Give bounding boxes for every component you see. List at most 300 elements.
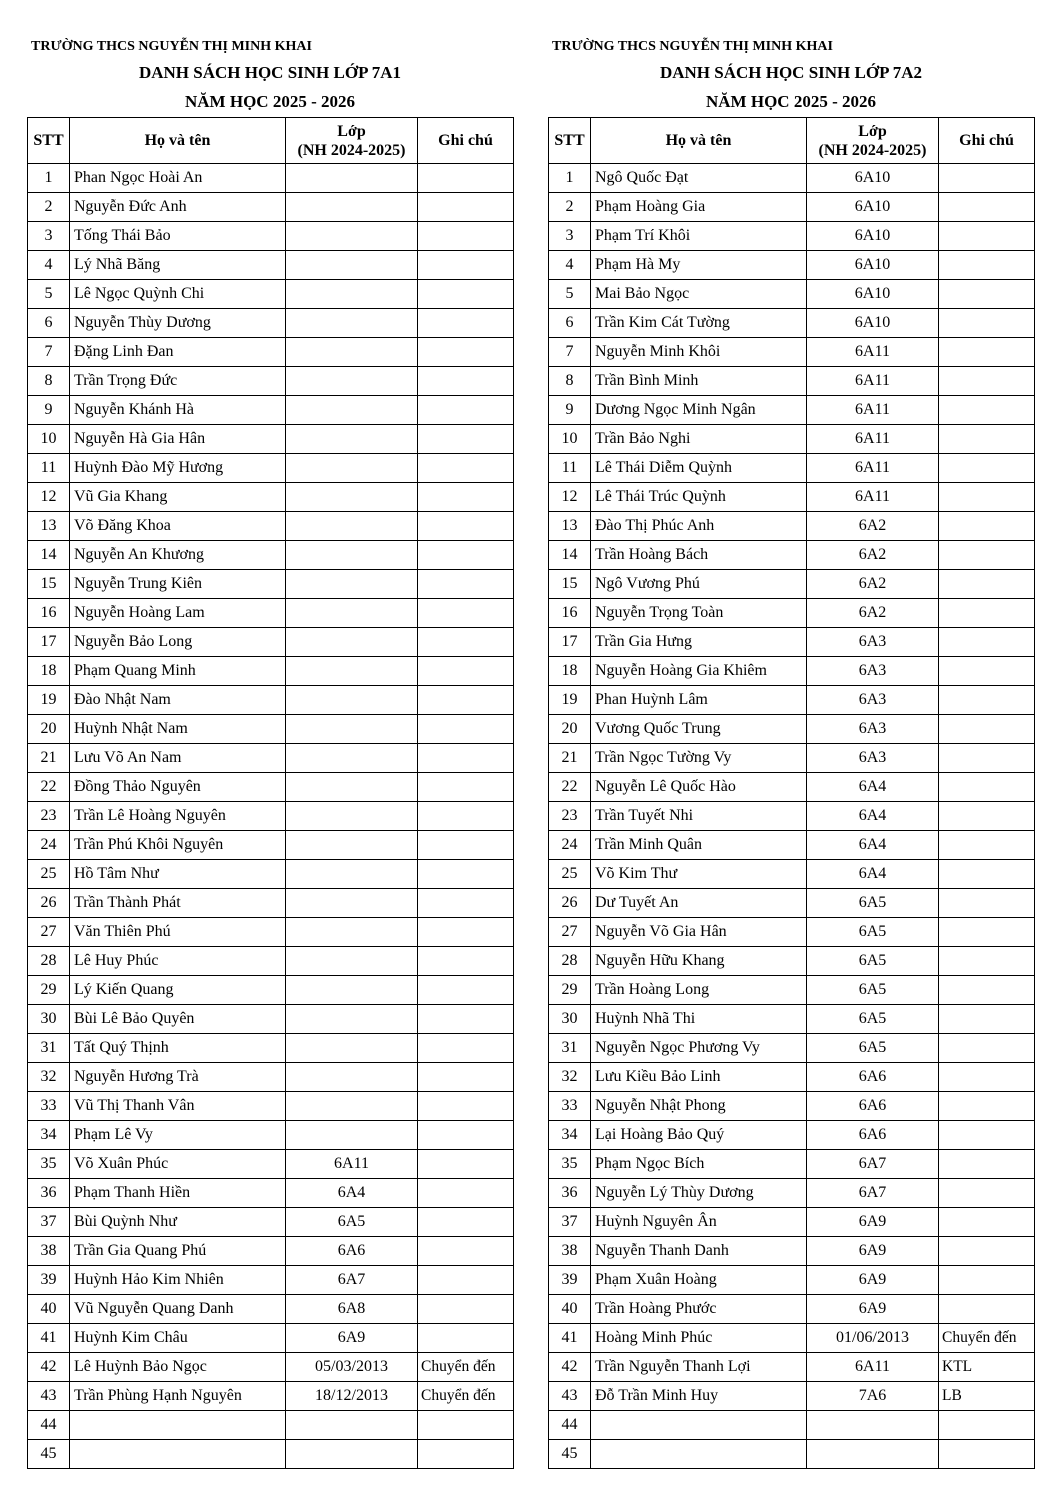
student-name: Võ Đăng Khoa (70, 512, 286, 541)
student-name: Tất Quý Thịnh (70, 1034, 286, 1063)
student-name: Trần Hoàng Long (591, 976, 807, 1005)
previous-class: 6A7 (807, 1150, 939, 1179)
student-name: Đào Thị Phúc Anh (591, 512, 807, 541)
student-name: Võ Xuân Phúc (70, 1150, 286, 1179)
row-stt: 17 (28, 628, 70, 657)
student-name: Huỳnh Nguyên Ân (591, 1208, 807, 1237)
previous-class: 7A6 (807, 1382, 939, 1411)
student-name: Đỗ Trần Minh Huy (591, 1382, 807, 1411)
note (418, 1179, 514, 1208)
row-stt: 9 (549, 396, 591, 425)
previous-class (286, 657, 418, 686)
note (939, 1121, 1035, 1150)
student-name: Nguyễn Minh Khôi (591, 338, 807, 367)
student-name: Ngô Quốc Đạt (591, 164, 807, 193)
note (939, 715, 1035, 744)
previous-class: 6A11 (807, 454, 939, 483)
previous-class: 6A6 (807, 1092, 939, 1121)
table-row (549, 1324, 1035, 1353)
previous-class: 6A4 (807, 860, 939, 889)
header-name: Họ và tên (591, 118, 807, 164)
note (939, 193, 1035, 222)
previous-class (286, 425, 418, 454)
student-name: Nguyễn Thanh Danh (591, 1237, 807, 1266)
student-name: Trần Hoàng Phước (591, 1295, 807, 1324)
previous-class: 6A5 (286, 1208, 418, 1237)
table-row (28, 251, 514, 280)
previous-class: 6A11 (807, 483, 939, 512)
note (418, 483, 514, 512)
previous-class (286, 1063, 418, 1092)
student-name: Vương Quốc Trung (591, 715, 807, 744)
table-row (28, 1237, 514, 1266)
student-name: Nguyễn Lê Quốc Hào (591, 773, 807, 802)
table-row (549, 1005, 1035, 1034)
table-row (549, 976, 1035, 1005)
note (418, 686, 514, 715)
previous-class (286, 831, 418, 860)
previous-class: 6A10 (807, 280, 939, 309)
row-stt: 32 (549, 1063, 591, 1092)
previous-class: 6A2 (807, 512, 939, 541)
table-row (28, 1034, 514, 1063)
note (418, 338, 514, 367)
row-stt: 18 (28, 657, 70, 686)
table-row (28, 1179, 514, 1208)
previous-class: 6A4 (286, 1179, 418, 1208)
note (418, 657, 514, 686)
row-stt: 8 (28, 367, 70, 396)
student-name: Mai Bảo Ngọc (591, 280, 807, 309)
header-note: Ghi chú (939, 118, 1035, 164)
previous-class (286, 628, 418, 657)
student-name: Vũ Thị Thanh Vân (70, 1092, 286, 1121)
table-row (549, 338, 1035, 367)
note (939, 1266, 1035, 1295)
row-stt: 13 (549, 512, 591, 541)
note (418, 773, 514, 802)
previous-class (286, 947, 418, 976)
row-stt: 6 (28, 309, 70, 338)
row-stt: 14 (28, 541, 70, 570)
table-row (549, 1063, 1035, 1092)
row-stt: 11 (28, 454, 70, 483)
student-name: Nguyễn Nhật Phong (591, 1092, 807, 1121)
table-row (549, 251, 1035, 280)
table-row (28, 193, 514, 222)
note (418, 744, 514, 773)
table-row (28, 454, 514, 483)
header-stt: STT (549, 118, 591, 164)
student-name: Vũ Nguyễn Quang Danh (70, 1295, 286, 1324)
student-name: Huỳnh Đào Mỹ Hương (70, 454, 286, 483)
row-stt: 33 (549, 1092, 591, 1121)
table-row (28, 1150, 514, 1179)
row-stt: 25 (28, 860, 70, 889)
previous-class: 6A3 (807, 715, 939, 744)
previous-class (286, 773, 418, 802)
previous-class (286, 309, 418, 338)
note (418, 570, 514, 599)
student-name: Lý Kiến Quang (70, 976, 286, 1005)
row-stt: 41 (549, 1324, 591, 1353)
row-stt: 12 (549, 483, 591, 512)
previous-class (286, 338, 418, 367)
student-name: Nguyễn Thùy Dương (70, 309, 286, 338)
note (939, 541, 1035, 570)
table-row (28, 976, 514, 1005)
table-row (28, 1353, 514, 1382)
note (939, 338, 1035, 367)
previous-class: 6A5 (807, 947, 939, 976)
table-row (28, 1063, 514, 1092)
row-stt: 28 (549, 947, 591, 976)
student-name: Hồ Tâm Như (70, 860, 286, 889)
header-class-line1: Lớp (858, 122, 887, 140)
student-name: Trần Bình Minh (591, 367, 807, 396)
note (939, 512, 1035, 541)
row-stt: 36 (28, 1179, 70, 1208)
previous-class: 6A2 (807, 570, 939, 599)
student-name: Trần Tuyết Nhi (591, 802, 807, 831)
previous-class (286, 889, 418, 918)
table-row (549, 773, 1035, 802)
previous-class: 6A3 (807, 657, 939, 686)
row-stt: 22 (28, 773, 70, 802)
row-stt: 36 (549, 1179, 591, 1208)
student-name: Phan Ngọc Hoài An (70, 164, 286, 193)
student-name: Trần Ngọc Tường Vy (591, 744, 807, 773)
note (939, 280, 1035, 309)
previous-class: 6A10 (807, 193, 939, 222)
row-stt: 40 (549, 1295, 591, 1324)
row-stt: 9 (28, 396, 70, 425)
note (418, 1266, 514, 1295)
table-row (28, 773, 514, 802)
row-stt: 3 (28, 222, 70, 251)
row-stt: 43 (28, 1382, 70, 1411)
row-stt: 29 (28, 976, 70, 1005)
row-stt: 20 (549, 715, 591, 744)
note (418, 309, 514, 338)
table-row (28, 889, 514, 918)
note (418, 1063, 514, 1092)
note (939, 1295, 1035, 1324)
note (418, 918, 514, 947)
school-year: NĂM HỌC 2025 - 2026 (706, 92, 876, 111)
header-row (28, 118, 514, 164)
previous-class (807, 1411, 939, 1440)
previous-class: 6A6 (286, 1237, 418, 1266)
row-stt: 27 (28, 918, 70, 947)
note (939, 831, 1035, 860)
note (418, 1295, 514, 1324)
note (939, 1179, 1035, 1208)
note (939, 1005, 1035, 1034)
row-stt: 16 (549, 599, 591, 628)
table-row (549, 280, 1035, 309)
row-stt: 20 (28, 715, 70, 744)
table-row (28, 338, 514, 367)
row-stt: 23 (549, 802, 591, 831)
student-name: Lưu Võ An Nam (70, 744, 286, 773)
previous-class (286, 454, 418, 483)
student-name: Bùi Lê Bảo Quyên (70, 1005, 286, 1034)
table-row (28, 860, 514, 889)
note (939, 454, 1035, 483)
previous-class (286, 570, 418, 599)
table-row (28, 164, 514, 193)
student-name: Bùi Quỳnh Như (70, 1208, 286, 1237)
note (418, 860, 514, 889)
row-stt: 38 (28, 1237, 70, 1266)
note (418, 164, 514, 193)
previous-class: 6A7 (807, 1179, 939, 1208)
student-name: Nguyễn Võ Gia Hân (591, 918, 807, 947)
row-stt: 21 (549, 744, 591, 773)
row-stt: 35 (28, 1150, 70, 1179)
student-name: Phạm Hoàng Gia (591, 193, 807, 222)
note (418, 251, 514, 280)
previous-class: 6A5 (807, 1005, 939, 1034)
row-stt: 1 (549, 164, 591, 193)
note (418, 1092, 514, 1121)
note (939, 860, 1035, 889)
student-name: Lý Nhã Băng (70, 251, 286, 280)
table-row (549, 1150, 1035, 1179)
school-year: NĂM HỌC 2025 - 2026 (185, 92, 355, 111)
row-stt: 39 (28, 1266, 70, 1295)
previous-class (286, 599, 418, 628)
previous-class (286, 1005, 418, 1034)
previous-class (286, 860, 418, 889)
note (939, 251, 1035, 280)
previous-class: 6A10 (807, 251, 939, 280)
student-name: Dương Ngọc Minh Ngân (591, 396, 807, 425)
note (939, 1034, 1035, 1063)
row-stt: 15 (549, 570, 591, 599)
note (939, 396, 1035, 425)
row-stt: 19 (28, 686, 70, 715)
student-name: Huỳnh Hảo Kim Nhiên (70, 1266, 286, 1295)
header-stt: STT (28, 118, 70, 164)
previous-class: 6A5 (807, 1034, 939, 1063)
table-row (28, 657, 514, 686)
previous-class: 6A3 (807, 744, 939, 773)
note (939, 1150, 1035, 1179)
note (939, 976, 1035, 1005)
table-row (28, 686, 514, 715)
table-row (28, 918, 514, 947)
row-stt: 14 (549, 541, 591, 570)
table-row (28, 483, 514, 512)
previous-class (286, 1034, 418, 1063)
table-row (28, 715, 514, 744)
student-name: Hoàng Minh Phúc (591, 1324, 807, 1353)
note (418, 1150, 514, 1179)
table-row (28, 512, 514, 541)
student-name (591, 1440, 807, 1469)
student-name (70, 1440, 286, 1469)
table-row (549, 686, 1035, 715)
row-stt: 8 (549, 367, 591, 396)
table-row (28, 802, 514, 831)
table-row (549, 947, 1035, 976)
previous-class: 6A3 (807, 686, 939, 715)
previous-class (286, 164, 418, 193)
row-stt: 16 (28, 599, 70, 628)
note (939, 947, 1035, 976)
row-stt: 18 (549, 657, 591, 686)
table-row (549, 1353, 1035, 1382)
row-stt: 24 (28, 831, 70, 860)
row-stt: 11 (549, 454, 591, 483)
note (939, 628, 1035, 657)
previous-class: 6A11 (286, 1150, 418, 1179)
student-name (70, 1411, 286, 1440)
note (418, 396, 514, 425)
row-stt: 41 (28, 1324, 70, 1353)
student-name: Dư Tuyết An (591, 889, 807, 918)
previous-class: 6A9 (807, 1237, 939, 1266)
header-note: Ghi chú (418, 118, 514, 164)
school-name: TRƯỜNG THCS NGUYỄN THỊ MINH KHAI (552, 39, 833, 54)
previous-class: 6A4 (807, 802, 939, 831)
previous-class: 6A10 (807, 309, 939, 338)
previous-class (286, 251, 418, 280)
row-stt: 5 (28, 280, 70, 309)
table-row (549, 1237, 1035, 1266)
note: KTL (939, 1353, 1035, 1382)
row-stt: 15 (28, 570, 70, 599)
table-row (549, 1382, 1035, 1411)
table-row (28, 947, 514, 976)
row-stt: 23 (28, 802, 70, 831)
row-stt: 29 (549, 976, 591, 1005)
table-row (28, 1266, 514, 1295)
row-stt: 39 (549, 1266, 591, 1295)
previous-class (286, 280, 418, 309)
previous-class: 6A9 (807, 1295, 939, 1324)
row-stt: 10 (549, 425, 591, 454)
table-row (28, 425, 514, 454)
previous-class (286, 802, 418, 831)
student-name: Nguyễn Khánh Hà (70, 396, 286, 425)
row-stt: 4 (28, 251, 70, 280)
student-name: Lê Thái Trúc Quỳnh (591, 483, 807, 512)
note (939, 773, 1035, 802)
note: Chuyển đến (418, 1353, 514, 1382)
table-row (28, 309, 514, 338)
previous-class (286, 686, 418, 715)
note (418, 976, 514, 1005)
previous-class (286, 541, 418, 570)
note (418, 802, 514, 831)
student-name: Nguyễn Ngọc Phương Vy (591, 1034, 807, 1063)
row-stt: 17 (549, 628, 591, 657)
previous-class: 01/06/2013 (807, 1324, 939, 1353)
note (939, 802, 1035, 831)
student-name: Phạm Lê Vy (70, 1121, 286, 1150)
previous-class (286, 483, 418, 512)
student-table (548, 117, 1035, 1469)
table-row (549, 193, 1035, 222)
note (939, 1092, 1035, 1121)
table-row (28, 1005, 514, 1034)
previous-class (286, 193, 418, 222)
table-row (549, 918, 1035, 947)
previous-class (286, 512, 418, 541)
previous-class: 6A5 (807, 918, 939, 947)
student-name: Trần Kim Cát Tường (591, 309, 807, 338)
student-name: Trần Hoàng Bách (591, 541, 807, 570)
previous-class: 6A10 (807, 164, 939, 193)
student-name: Võ Kim Thư (591, 860, 807, 889)
student-name: Phan Huỳnh Lâm (591, 686, 807, 715)
note (939, 657, 1035, 686)
list-title: DANH SÁCH HỌC SINH LỚP 7A1 (138, 63, 402, 82)
student-name: Đặng Linh Đan (70, 338, 286, 367)
student-name: Lê Ngọc Quỳnh Chi (70, 280, 286, 309)
note (418, 831, 514, 860)
student-name (591, 1411, 807, 1440)
row-stt: 30 (28, 1005, 70, 1034)
note (418, 425, 514, 454)
student-name: Trần Thành Phát (70, 889, 286, 918)
previous-class: 6A7 (286, 1266, 418, 1295)
class-list-7a1 (27, 36, 513, 1469)
row-stt: 26 (549, 889, 591, 918)
previous-class: 6A6 (807, 1063, 939, 1092)
previous-class (286, 976, 418, 1005)
note: LB (939, 1382, 1035, 1411)
note (939, 483, 1035, 512)
note (939, 1208, 1035, 1237)
table-row (549, 628, 1035, 657)
row-stt: 3 (549, 222, 591, 251)
row-stt: 44 (549, 1411, 591, 1440)
previous-class: 6A2 (807, 599, 939, 628)
previous-class: 18/12/2013 (286, 1382, 418, 1411)
table-row (28, 541, 514, 570)
previous-class: 6A11 (807, 425, 939, 454)
row-stt: 24 (549, 831, 591, 860)
note (939, 1237, 1035, 1266)
student-name: Phạm Trí Khôi (591, 222, 807, 251)
table-row (549, 889, 1035, 918)
row-stt: 10 (28, 425, 70, 454)
student-name: Nguyễn Hà Gia Hân (70, 425, 286, 454)
note (418, 280, 514, 309)
previous-class: 6A11 (807, 396, 939, 425)
previous-class: 6A6 (807, 1121, 939, 1150)
row-stt: 2 (28, 193, 70, 222)
student-name: Trần Minh Quân (591, 831, 807, 860)
student-name: Văn Thiên Phú (70, 918, 286, 947)
row-stt: 12 (28, 483, 70, 512)
table-row (549, 599, 1035, 628)
table-row (549, 396, 1035, 425)
row-stt: 42 (28, 1353, 70, 1382)
table-row (28, 367, 514, 396)
table-row (28, 1411, 514, 1440)
table-row (549, 1295, 1035, 1324)
previous-class: 6A11 (807, 1353, 939, 1382)
table-row (28, 831, 514, 860)
note (939, 918, 1035, 947)
row-stt: 13 (28, 512, 70, 541)
student-name: Phạm Quang Minh (70, 657, 286, 686)
